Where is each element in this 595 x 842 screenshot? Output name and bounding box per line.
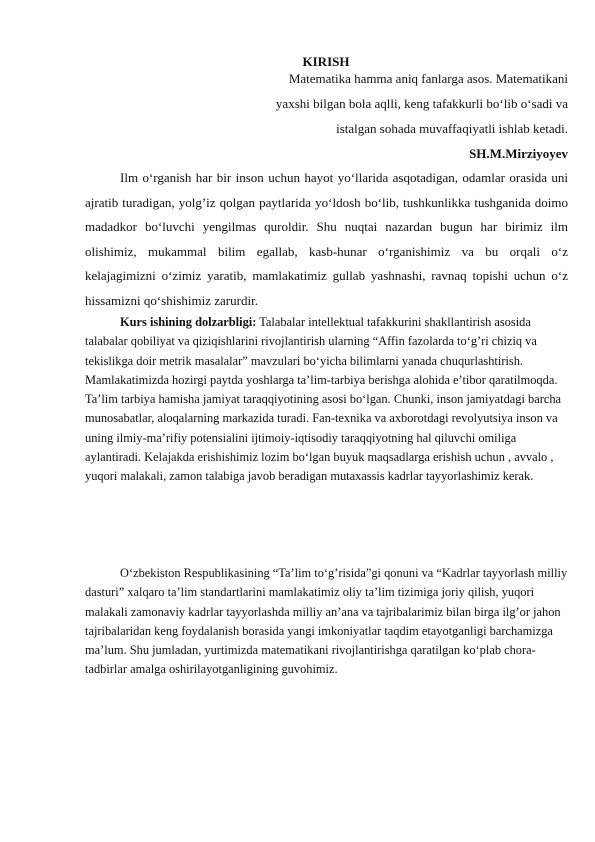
relevance-heading: Kurs ishining dolzarbligi: (120, 315, 257, 329)
relevance-body: Talabalar intellektual tafakkurini shakllantirish asosida talabalar qobiliyat va qiziqishlarini rivojlantirish ularning “Affin fazolarda to‘g’ri chiziq va tekislikga doir metrik masalalar” mavzulari bo‘yicha bilimlarni yanada chuqurlashtirish. Mamlakatimizda hozirgi paytda yoshlarga ta’lim-tarbiya berishga alohida e’tibor qaratilmoqda. Ta’lim tarbiya hamisha jamiyat taraqqiyotining asosi bo‘lgan. Chunki, inson jamiyatdagi barcha munosabatlar, aloqalarning markazida turadi. Fan-texnika va axborotdagi revolyutsiya inson va uning ilmiy-ma’rifiy potensialini ijtimoiy-iqtisodiy taraqqiyotning hal qiluvchi omiliga aylantiradi. Kelajakda erishishimiz lozim bo‘lgan buyuk maqsadlarga erishish uchun , avvalo , yuqori malakali, zamon talabiga javob beradigan mutaxassis kadrlar tayyorlashimiz kerak. (85, 315, 562, 484)
page-title: KIRISH (302, 54, 350, 69)
epigraph-line-2: yaxshi bilgan bola aqlli, keng tafakkurli bo‘lib o‘sadi va (275, 96, 568, 111)
paragraph-relevance (85, 313, 568, 487)
epigraph-author: SH.M.Mirziyoyev (469, 146, 568, 161)
paragraph-intro: Ilm o‘rganish har bir inson uchun hayot yo‘llarida asqotadigan, odamlar orasida uni ajratib turadigan, yolg’iz qolgan paytlarida yo‘ldosh bo‘lib, tushkunlikka tushganida doimo madadkor bo‘luvchi yengilmas quroldir. Shu nuqtai nazardan bugun har birimiz ilm olishimiz, mukammal bilim egallab, kasb-hunar o‘rganishimiz va bu orqali o‘z kelajagimizni o‘zimiz yaratib, mamlakatimiz gullab yashnashi, ravnaq topishi uchun o‘z hissamizni qo‘shishimiz zarurdir. (85, 170, 568, 308)
epigraph-line-1: Matematika hamma aniq fanlarga asos. Matematikani (288, 71, 568, 86)
paragraph-law: O‘zbekiston Respublikasining “Ta’lim to‘g’risida”gi qonuni va “Kadrlar tayyorlash milliy dasturi” xalqaro ta’lim standartlarini mamlakatimiz oliy ta’lim tizimiga joriy qilish, yuqori malakali zamonaviy kadrlar tayyorlashda milliy an’ana va tajribalarimiz bilan birga ilg’or jahon tajribalaridan keng foydalanish borasida yangi imkoniyatlar taqdim etayotganligi barchamizga ma’lum. Shu jumladan, yurtimizda matematikani rivojlantirishga qaratilgan ko‘plab chora-tadbirlar amalga oshirilayotganligining guvohimiz. (85, 566, 568, 677)
epigraph-line-3: istalgan sohada muvaffaqiyatli ishlab ketadi. (336, 121, 568, 136)
